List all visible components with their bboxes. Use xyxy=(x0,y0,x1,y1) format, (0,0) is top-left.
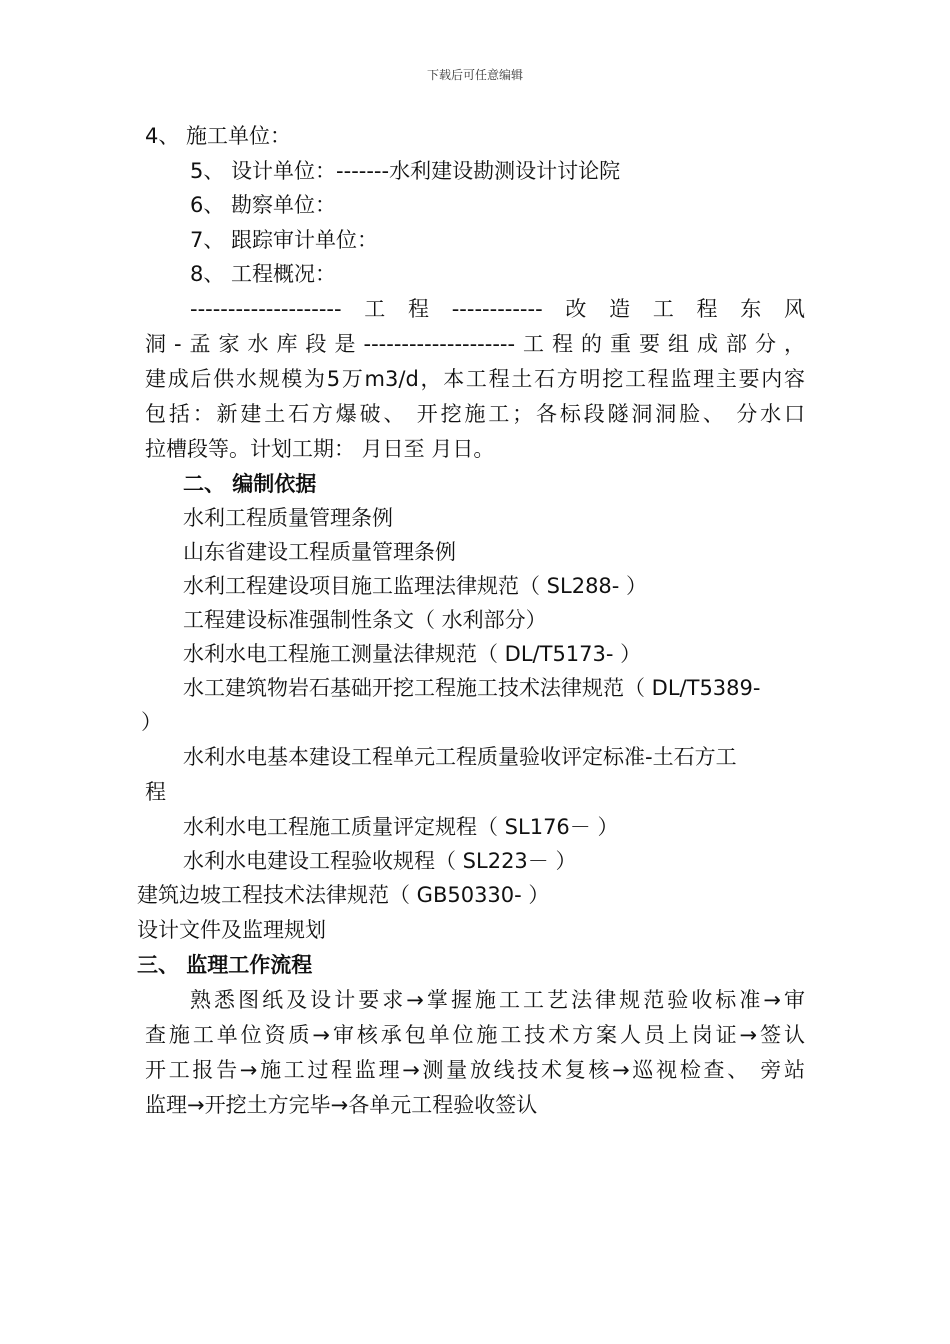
section-heading-basis: 二、 编制依据 xyxy=(183,472,317,496)
basis-item: 水利工程建设项目施工监理法律规范（ SL288- ） xyxy=(183,574,648,598)
basis-item: 工程建设标准强制性条文（ 水利部分） xyxy=(183,608,547,632)
basis-item: 水利水电工程施工测量法律规范（ DL/T5173- ） xyxy=(183,642,642,666)
workflow-line-3: 开工报告→施工过程监理→测量放线技术复核→巡视检查、 旁站 xyxy=(145,1058,805,1082)
basis-item: 设计文件及监理规划 xyxy=(137,918,326,942)
overview-line-5: 拉槽段等。计划工期： 月日至 月日。 xyxy=(145,437,495,461)
overview-line-4: 包括：新建土石方爆破、 开挖施工；各标段隧洞洞脸、 分水口 xyxy=(145,402,805,426)
page-header: 下载后可任意编辑 xyxy=(426,68,523,82)
basis-item: 水利工程质量管理条例 xyxy=(183,506,393,530)
item-audit-unit: 7、 跟踪审计单位： xyxy=(190,228,379,252)
basis-item: 水工建筑物岩石基础开挖工程施工技术法律规范（ DL/T5389- xyxy=(183,676,761,700)
basis-item: 水利水电建设工程验收规程（ SL223－ ） xyxy=(183,849,577,873)
item-design-unit: 5、 设计单位：-------水利建设勘测设计讨论院 xyxy=(190,159,621,183)
basis-item: 山东省建设工程质量管理条例 xyxy=(183,540,456,564)
workflow-line-2: 查施工单位资质→审核承包单位施工技术方案人员上岗证→签认 xyxy=(145,1023,805,1047)
basis-item: 水利水电工程施工质量评定规程（ SL176－ ） xyxy=(183,815,619,839)
workflow-line-1: 熟悉图纸及设计要求→掌握施工工艺法律规范验收标准→审 xyxy=(190,988,805,1012)
basis-item: 建筑边坡工程技术法律规范（ GB50330- ） xyxy=(137,883,550,907)
overview-line-2: 洞-孟家水库段是--------------------工程的重要组成部分， xyxy=(145,332,805,356)
item-survey-unit: 6、 勘察单位： xyxy=(190,193,337,217)
workflow-line-4: 监理→开挖土方完毕→各单元工程验收签认 xyxy=(145,1093,538,1117)
overview-line-3: 建成后供水规模为5万m3/d，本工程土石方明挖工程监理主要内容 xyxy=(145,367,805,391)
item-construction-unit: 4、 施工单位： xyxy=(145,124,292,148)
basis-item-continuation: 程 xyxy=(145,780,166,804)
overview-line-1: --------------------工程------------改造工程东风 xyxy=(190,297,805,321)
basis-item: 水利水电基本建设工程单元工程质量验收评定标准-土石方工 xyxy=(183,745,737,769)
basis-item-continuation: ） xyxy=(141,710,162,734)
item-project-overview: 8、 工程概况： xyxy=(190,262,337,286)
section-heading-workflow: 三、 监理工作流程 xyxy=(137,953,313,977)
